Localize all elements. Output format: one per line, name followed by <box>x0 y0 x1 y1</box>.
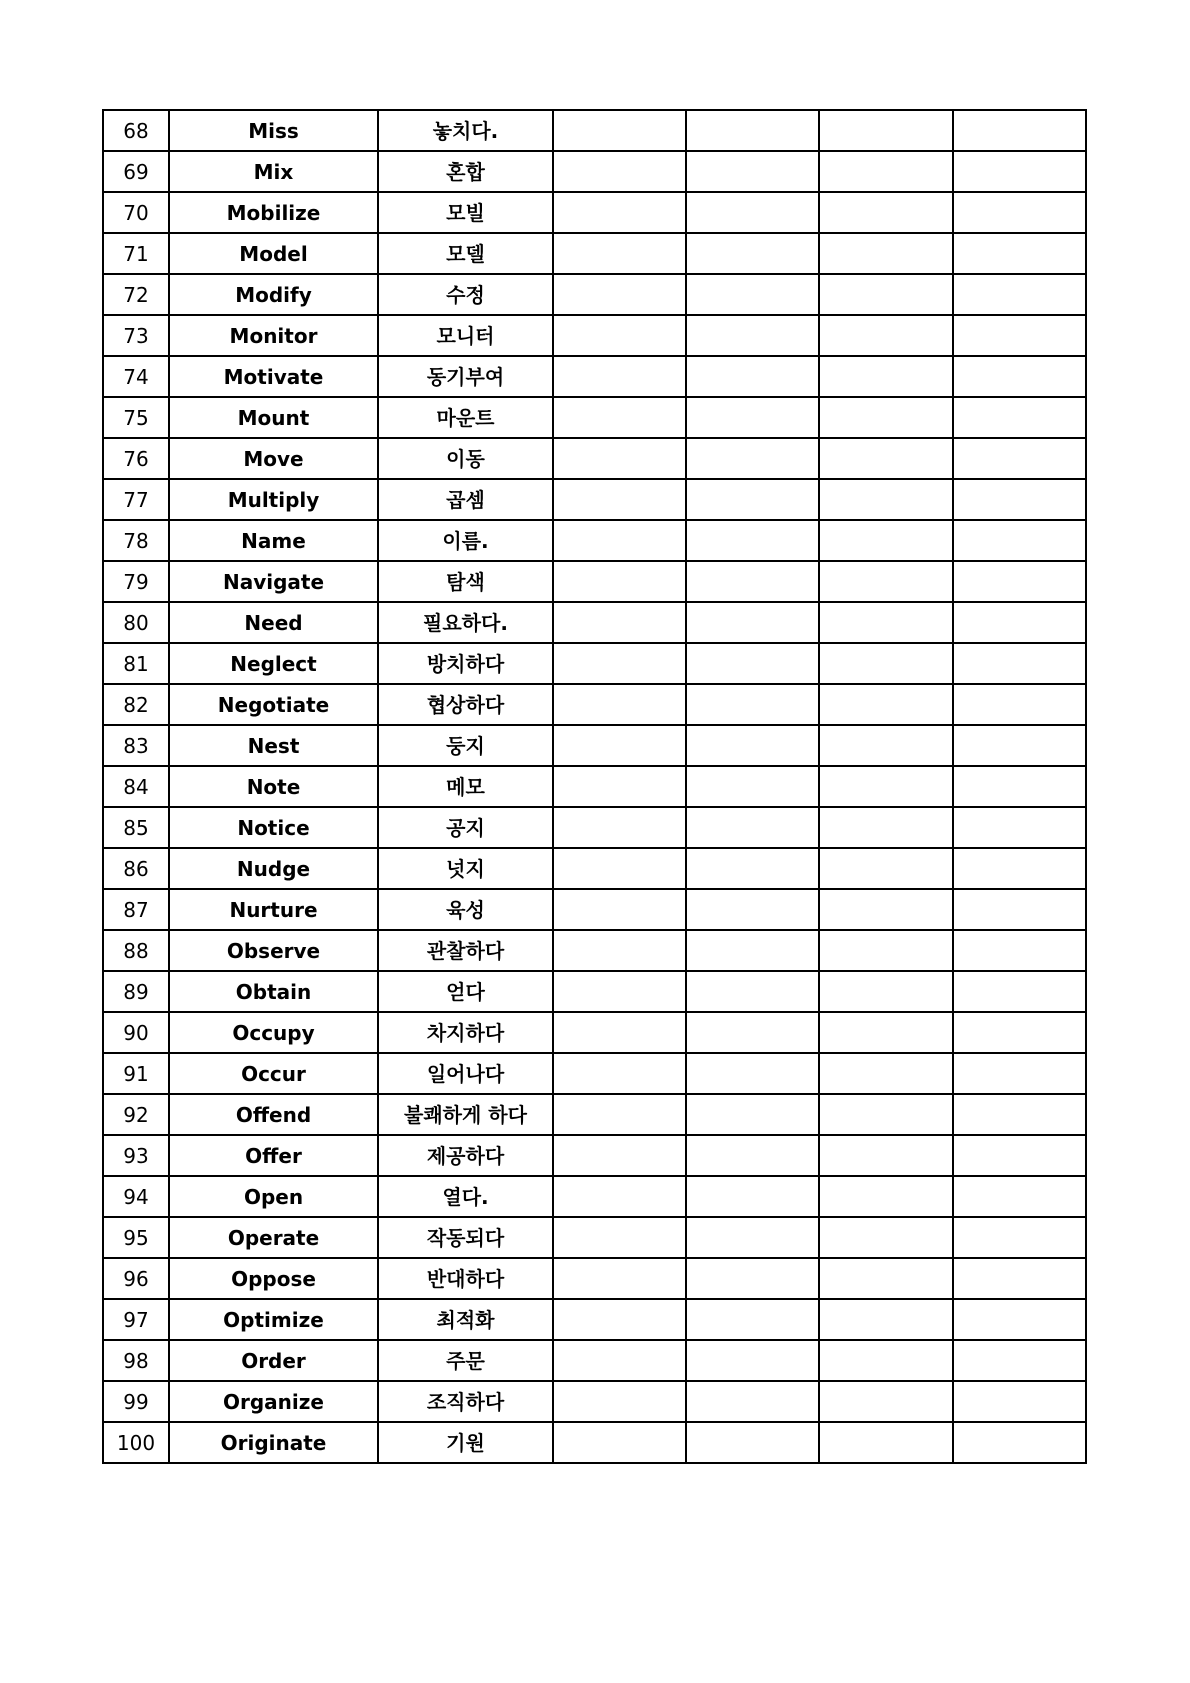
blank-cell <box>686 438 819 479</box>
english-word: Open <box>169 1176 378 1217</box>
english-word: Mix <box>169 151 378 192</box>
blank-cell <box>553 1012 686 1053</box>
row-number: 79 <box>103 561 169 602</box>
table-row <box>103 561 1086 602</box>
table-row <box>103 684 1086 725</box>
korean-meaning: 주문 <box>378 1340 553 1381</box>
blank-cell <box>819 356 953 397</box>
blank-cell <box>953 725 1086 766</box>
blank-cell <box>553 643 686 684</box>
korean-meaning: 작동되다 <box>378 1217 553 1258</box>
korean-meaning: 넛지 <box>378 848 553 889</box>
table-row <box>103 602 1086 643</box>
blank-cell <box>686 602 819 643</box>
blank-cell <box>686 192 819 233</box>
korean-meaning: 곱셈 <box>378 479 553 520</box>
blank-cell <box>819 233 953 274</box>
korean-meaning: 마운트 <box>378 397 553 438</box>
row-number: 72 <box>103 274 169 315</box>
blank-cell <box>819 1094 953 1135</box>
blank-cell <box>686 479 819 520</box>
blank-cell <box>953 110 1086 151</box>
table-row <box>103 356 1086 397</box>
blank-cell <box>819 561 953 602</box>
blank-cell <box>819 110 953 151</box>
table-row <box>103 315 1086 356</box>
english-word: Nurture <box>169 889 378 930</box>
english-word: Navigate <box>169 561 378 602</box>
blank-cell <box>686 1012 819 1053</box>
blank-cell <box>819 1258 953 1299</box>
blank-cell <box>953 807 1086 848</box>
blank-cell <box>686 397 819 438</box>
blank-cell <box>819 930 953 971</box>
korean-meaning: 공지 <box>378 807 553 848</box>
table-row <box>103 1381 1086 1422</box>
blank-cell <box>953 151 1086 192</box>
blank-cell <box>953 1053 1086 1094</box>
blank-cell <box>686 766 819 807</box>
blank-cell <box>953 684 1086 725</box>
table-row <box>103 848 1086 889</box>
blank-cell <box>819 1012 953 1053</box>
blank-cell <box>953 766 1086 807</box>
blank-cell <box>686 889 819 930</box>
blank-cell <box>953 1422 1086 1463</box>
korean-meaning: 혼합 <box>378 151 553 192</box>
english-word: Occur <box>169 1053 378 1094</box>
blank-cell <box>819 479 953 520</box>
blank-cell <box>953 438 1086 479</box>
table-row <box>103 274 1086 315</box>
row-number: 81 <box>103 643 169 684</box>
table-row <box>103 643 1086 684</box>
table-row <box>103 1340 1086 1381</box>
blank-cell <box>819 397 953 438</box>
blank-cell <box>553 438 686 479</box>
english-word: Motivate <box>169 356 378 397</box>
blank-cell <box>553 561 686 602</box>
blank-cell <box>553 1258 686 1299</box>
english-word: Mount <box>169 397 378 438</box>
blank-cell <box>553 930 686 971</box>
table-row <box>103 192 1086 233</box>
blank-cell <box>819 315 953 356</box>
blank-cell <box>686 1217 819 1258</box>
blank-cell <box>819 848 953 889</box>
blank-cell <box>553 1422 686 1463</box>
row-number: 71 <box>103 233 169 274</box>
blank-cell <box>686 1258 819 1299</box>
table-row <box>103 233 1086 274</box>
korean-meaning: 놓치다. <box>378 110 553 151</box>
english-word: Monitor <box>169 315 378 356</box>
blank-cell <box>953 930 1086 971</box>
blank-cell <box>553 192 686 233</box>
blank-cell <box>819 889 953 930</box>
table-row <box>103 1422 1086 1463</box>
blank-cell <box>553 889 686 930</box>
row-number: 91 <box>103 1053 169 1094</box>
english-word: Originate <box>169 1422 378 1463</box>
blank-cell <box>686 1176 819 1217</box>
row-number: 84 <box>103 766 169 807</box>
english-word: Note <box>169 766 378 807</box>
blank-cell <box>553 274 686 315</box>
blank-cell <box>953 397 1086 438</box>
blank-cell <box>553 1053 686 1094</box>
blank-cell <box>819 274 953 315</box>
row-number: 70 <box>103 192 169 233</box>
blank-cell <box>819 438 953 479</box>
korean-meaning: 조직하다 <box>378 1381 553 1422</box>
blank-cell <box>553 315 686 356</box>
table-row <box>103 889 1086 930</box>
table-row <box>103 110 1086 151</box>
blank-cell <box>686 561 819 602</box>
row-number: 75 <box>103 397 169 438</box>
row-number: 73 <box>103 315 169 356</box>
blank-cell <box>553 151 686 192</box>
blank-cell <box>553 684 686 725</box>
table-row <box>103 1135 1086 1176</box>
blank-cell <box>686 1094 819 1135</box>
blank-cell <box>553 1135 686 1176</box>
row-number: 93 <box>103 1135 169 1176</box>
korean-meaning: 일어나다 <box>378 1053 553 1094</box>
blank-cell <box>953 643 1086 684</box>
english-word: Order <box>169 1340 378 1381</box>
korean-meaning: 동기부여 <box>378 356 553 397</box>
row-number: 83 <box>103 725 169 766</box>
table-row <box>103 1094 1086 1135</box>
row-number: 99 <box>103 1381 169 1422</box>
blank-cell <box>953 1012 1086 1053</box>
vocabulary-table-body <box>103 110 1086 1463</box>
blank-cell <box>553 725 686 766</box>
row-number: 78 <box>103 520 169 561</box>
blank-cell <box>819 766 953 807</box>
blank-cell <box>819 1299 953 1340</box>
english-word: Negotiate <box>169 684 378 725</box>
blank-cell <box>953 1217 1086 1258</box>
row-number: 80 <box>103 602 169 643</box>
row-number: 98 <box>103 1340 169 1381</box>
row-number: 85 <box>103 807 169 848</box>
blank-cell <box>686 930 819 971</box>
korean-meaning: 모니터 <box>378 315 553 356</box>
blank-cell <box>553 1217 686 1258</box>
row-number: 82 <box>103 684 169 725</box>
blank-cell <box>953 233 1086 274</box>
blank-cell <box>686 151 819 192</box>
table-row <box>103 1299 1086 1340</box>
korean-meaning: 최적화 <box>378 1299 553 1340</box>
blank-cell <box>819 1217 953 1258</box>
blank-cell <box>953 889 1086 930</box>
korean-meaning: 얻다 <box>378 971 553 1012</box>
row-number: 74 <box>103 356 169 397</box>
korean-meaning: 열다. <box>378 1176 553 1217</box>
table-row <box>103 1217 1086 1258</box>
blank-cell <box>953 848 1086 889</box>
english-word: Model <box>169 233 378 274</box>
english-word: Nudge <box>169 848 378 889</box>
table-row <box>103 971 1086 1012</box>
blank-cell <box>953 971 1086 1012</box>
korean-meaning: 필요하다. <box>378 602 553 643</box>
korean-meaning: 이름. <box>378 520 553 561</box>
blank-cell <box>819 971 953 1012</box>
blank-cell <box>553 520 686 561</box>
blank-cell <box>553 848 686 889</box>
blank-cell <box>686 1340 819 1381</box>
blank-cell <box>553 479 686 520</box>
row-number: 95 <box>103 1217 169 1258</box>
blank-cell <box>686 1053 819 1094</box>
english-word: Miss <box>169 110 378 151</box>
korean-meaning: 제공하다 <box>378 1135 553 1176</box>
korean-meaning: 모빌 <box>378 192 553 233</box>
blank-cell <box>553 1299 686 1340</box>
blank-cell <box>819 1135 953 1176</box>
korean-meaning: 반대하다 <box>378 1258 553 1299</box>
blank-cell <box>953 356 1086 397</box>
blank-cell <box>686 971 819 1012</box>
blank-cell <box>553 1340 686 1381</box>
blank-cell <box>819 1053 953 1094</box>
blank-cell <box>953 274 1086 315</box>
english-word: Multiply <box>169 479 378 520</box>
blank-cell <box>686 1381 819 1422</box>
blank-cell <box>819 1422 953 1463</box>
table-row <box>103 725 1086 766</box>
row-number: 92 <box>103 1094 169 1135</box>
blank-cell <box>686 233 819 274</box>
blank-cell <box>553 602 686 643</box>
blank-cell <box>819 725 953 766</box>
blank-cell <box>686 643 819 684</box>
blank-cell <box>553 1176 686 1217</box>
english-word: Nest <box>169 725 378 766</box>
blank-cell <box>953 1299 1086 1340</box>
korean-meaning: 모델 <box>378 233 553 274</box>
table-row <box>103 1176 1086 1217</box>
blank-cell <box>819 520 953 561</box>
english-word: Mobilize <box>169 192 378 233</box>
table-row <box>103 1258 1086 1299</box>
row-number: 97 <box>103 1299 169 1340</box>
korean-meaning: 수정 <box>378 274 553 315</box>
row-number: 88 <box>103 930 169 971</box>
blank-cell <box>953 1094 1086 1135</box>
table-row <box>103 930 1086 971</box>
english-word: Observe <box>169 930 378 971</box>
row-number: 96 <box>103 1258 169 1299</box>
korean-meaning: 메모 <box>378 766 553 807</box>
blank-cell <box>686 110 819 151</box>
english-word: Optimize <box>169 1299 378 1340</box>
korean-meaning: 협상하다 <box>378 684 553 725</box>
english-word: Offer <box>169 1135 378 1176</box>
vocabulary-table <box>102 109 1087 1464</box>
blank-cell <box>686 1422 819 1463</box>
blank-cell <box>819 151 953 192</box>
blank-cell <box>686 356 819 397</box>
blank-cell <box>953 1340 1086 1381</box>
english-word: Offend <box>169 1094 378 1135</box>
blank-cell <box>553 233 686 274</box>
row-number: 90 <box>103 1012 169 1053</box>
table-row <box>103 1053 1086 1094</box>
table-row <box>103 479 1086 520</box>
blank-cell <box>819 1381 953 1422</box>
blank-cell <box>553 971 686 1012</box>
korean-meaning: 육성 <box>378 889 553 930</box>
english-word: Name <box>169 520 378 561</box>
table-row <box>103 397 1086 438</box>
blank-cell <box>686 725 819 766</box>
korean-meaning: 방치하다 <box>378 643 553 684</box>
blank-cell <box>686 684 819 725</box>
blank-cell <box>819 1340 953 1381</box>
row-number: 68 <box>103 110 169 151</box>
english-word: Operate <box>169 1217 378 1258</box>
korean-meaning: 기원 <box>378 1422 553 1463</box>
blank-cell <box>553 807 686 848</box>
blank-cell <box>686 315 819 356</box>
korean-meaning: 이동 <box>378 438 553 479</box>
english-word: Need <box>169 602 378 643</box>
blank-cell <box>953 1135 1086 1176</box>
blank-cell <box>953 315 1086 356</box>
table-row <box>103 807 1086 848</box>
korean-meaning: 차지하다 <box>378 1012 553 1053</box>
english-word: Move <box>169 438 378 479</box>
blank-cell <box>686 520 819 561</box>
english-word: Oppose <box>169 1258 378 1299</box>
blank-cell <box>819 602 953 643</box>
table-row <box>103 438 1086 479</box>
blank-cell <box>953 520 1086 561</box>
blank-cell <box>819 684 953 725</box>
row-number: 87 <box>103 889 169 930</box>
blank-cell <box>553 766 686 807</box>
row-number: 86 <box>103 848 169 889</box>
blank-cell <box>819 643 953 684</box>
blank-cell <box>819 192 953 233</box>
blank-cell <box>953 192 1086 233</box>
blank-cell <box>953 1258 1086 1299</box>
blank-cell <box>953 479 1086 520</box>
blank-cell <box>686 274 819 315</box>
row-number: 69 <box>103 151 169 192</box>
korean-meaning: 둥지 <box>378 725 553 766</box>
blank-cell <box>553 110 686 151</box>
blank-cell <box>553 356 686 397</box>
row-number: 89 <box>103 971 169 1012</box>
english-word: Organize <box>169 1381 378 1422</box>
korean-meaning: 불쾌하게 하다 <box>378 1094 553 1135</box>
row-number: 94 <box>103 1176 169 1217</box>
blank-cell <box>953 1381 1086 1422</box>
row-number: 100 <box>103 1422 169 1463</box>
blank-cell <box>686 1299 819 1340</box>
blank-cell <box>819 1176 953 1217</box>
blank-cell <box>686 848 819 889</box>
blank-cell <box>686 807 819 848</box>
english-word: Modify <box>169 274 378 315</box>
blank-cell <box>953 561 1086 602</box>
korean-meaning: 관찰하다 <box>378 930 553 971</box>
english-word: Notice <box>169 807 378 848</box>
english-word: Neglect <box>169 643 378 684</box>
row-number: 77 <box>103 479 169 520</box>
blank-cell <box>953 1176 1086 1217</box>
blank-cell <box>553 1381 686 1422</box>
english-word: Occupy <box>169 1012 378 1053</box>
blank-cell <box>553 397 686 438</box>
blank-cell <box>953 602 1086 643</box>
row-number: 76 <box>103 438 169 479</box>
table-row <box>103 151 1086 192</box>
table-row <box>103 1012 1086 1053</box>
table-row <box>103 520 1086 561</box>
table-row <box>103 766 1086 807</box>
blank-cell <box>553 1094 686 1135</box>
blank-cell <box>686 1135 819 1176</box>
english-word: Obtain <box>169 971 378 1012</box>
korean-meaning: 탐색 <box>378 561 553 602</box>
blank-cell <box>819 807 953 848</box>
